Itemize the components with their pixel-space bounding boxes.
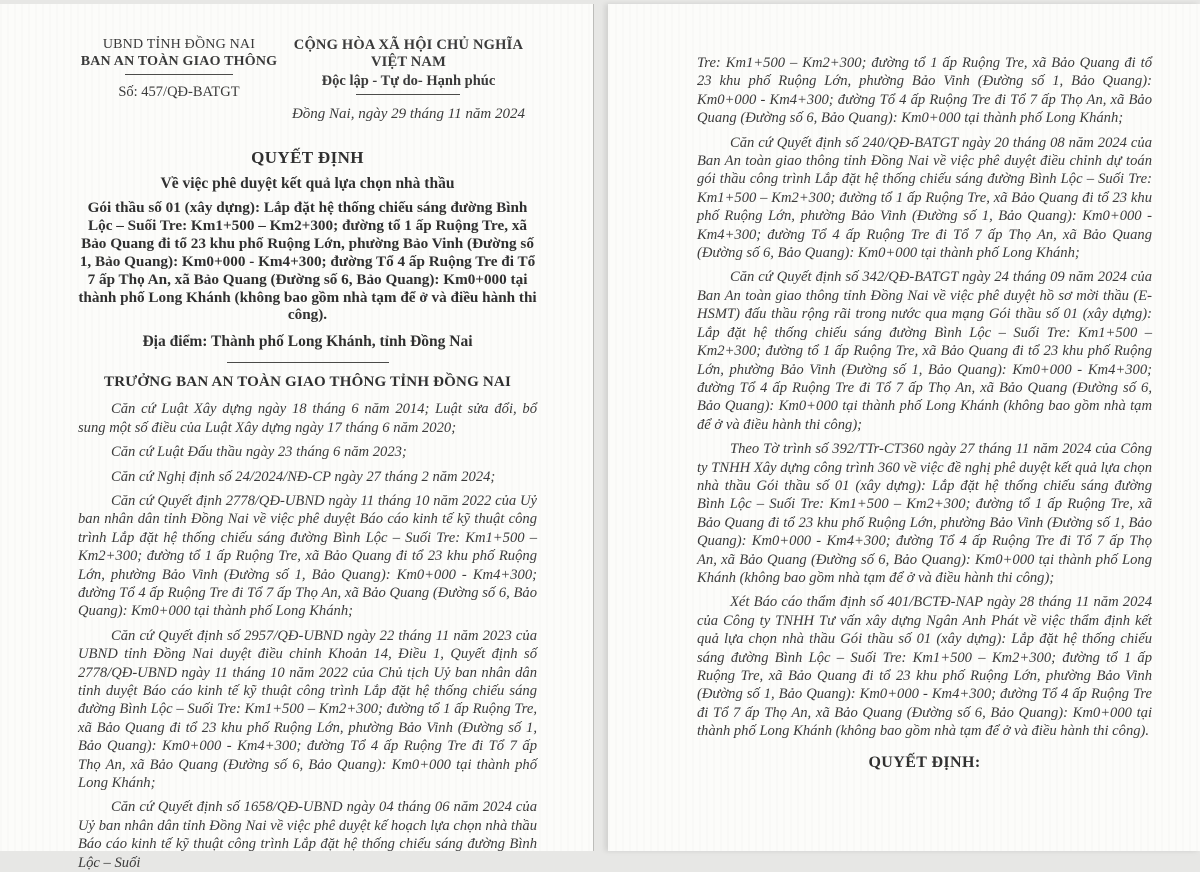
document-number: Số: 457/QĐ-BATGT <box>118 84 240 100</box>
page-2 <box>608 4 1200 851</box>
proposal-paragraph: Theo Tờ trình số 392/TTr-CT360 ngày 27 tháng 11 năm 2024 của Công ty TNHH Xây dựng công trình 360 về việc đề nghị phê duyệt kết quả lựa chọn nhà thầu Gói thầu số 01 (xây dựng): Lắp đặt hệ thống chiếu sáng đường Bình Lộc – Suối Tre: Km1+500 – Km2+300; đường tổ 1 ấp Ruộng Tre, xã Bảo Quang đi tổ 23 khu phố Ruộng Lớn, phường Bảo Vinh (Đường số 1, Bảo Quang): Km0+000 - Km4+300; đường Tổ 4 ấp Ruộng Tre đi Tổ 7 ấp Thọ An, xã Bảo Quang (Đường số 6, Bảo Quang): Km0+000 tại thành phố Long Khánh (không bao gồm nhà tạm để ở và điều hành thi công); <box>697 441 1152 586</box>
legal-basis-paragraph: Căn cứ Quyết định số 1658/QĐ-UBND ngày 04 tháng 06 năm 2024 của Uỷ ban nhân dân tỉnh Đồng Nai về việc phê duyệt kế hoạch lựa chọn nhà thầu Báo cáo kinh tế kỹ thuật công trình Lắp đặt hệ thống chiếu sáng đường Bình Lộc – Suối <box>78 799 537 871</box>
section-divider <box>227 362 389 363</box>
legal-basis-paragraph: Căn cứ Quyết định 2778/QĐ-UBND ngày 11 tháng 10 năm 2022 của Uỷ ban nhân dân tỉnh Đồng Nai về việc phê duyệt Báo cáo kinh tế kỹ thuật công trình Lắp đặt hệ thống chiếu sáng đường Bình Lộc – Suối Tre: Km1+500 – Km2+300; đường tổ 1 ấp Ruộng Tre, xã Bảo Quang đi tổ 23 khu phố Ruộng Lớn, phường Bảo Vinh (Đường số 1, Bảo Quang): Km0+000 - Km4+300; đường Tổ 4 ấp Ruộng Tre đi Tổ 7 ấp Thọ An, xã Bảo Quang (Đường số 6, Bảo Quang): Km0+000 tại thành phố Long Khánh; <box>78 492 537 620</box>
legal-basis-paragraph: Căn cứ Luật Xây dựng ngày 18 tháng 6 năm 2014; Luật sửa đổi, bổ sung một số điều của Luật Xây dựng ngày 17 tháng 6 năm 2020; <box>78 401 537 436</box>
decision-title: QUYẾT ĐỊNH <box>251 148 364 167</box>
authority-heading: TRƯỞNG BAN AN TOÀN GIAO THÔNG TỈNH ĐỒNG NAI <box>104 374 511 391</box>
national-motto: Độc lập - Tự do- Hạnh phúc <box>321 73 496 89</box>
legal-basis-paragraph: Căn cứ Quyết định số 2957/QĐ-UBND ngày 22 tháng 11 năm 2023 của UBND tỉnh Đồng Nai duyệt điều chỉnh Khoản 14, Điều 1, Quyết định số 2778/QĐ-UBND ngày 11 tháng 10 năm 2022 của Chủ tịch Uỷ ban nhân dân tỉnh duyệt Báo cáo kinh tế kỹ thuật công trình Lắp đặt hệ thống chiếu sáng đường Bình Lộc – Suối Tre: Km1+500 – Km2+300; đường tổ 1 ấp Ruộng Tre, xã Bảo Quang đi tổ 23 khu phố Ruộng Lớn, phường Bảo Vinh (Đường số 1, Bảo Quang): Km0+000 - Km4+300; đường Tổ 4 ấp Ruộng Tre đi Tổ 7 ấp Thọ An, xã Bảo Quang (Đường số 6, Bảo Quang): Km0+000 tại thành phố Long Khánh; <box>78 627 537 792</box>
legal-basis-paragraph: Căn cứ Quyết định số 342/QĐ-BATGT ngày 24 tháng 09 năm 2024 của Ban An toàn giao thông tỉnh Đồng Nai về việc phê duyệt hồ sơ mời thầu (E-HSMT) đấu thầu rộng rãi trong nước qua mạng Gói thầu số 01 (xây dựng): Lắp đặt hệ thống chiếu sáng đường Bình Lộc – Suối Tre: Km1+500 – Km2+300; đường tổ 1 ấp Ruộng Tre, xã Bảo Quang đi tổ 23 khu phố Ruộng Lớn, phường Bảo Vinh (Đường số 1, Bảo Quang): Km0+000 - Km4+300; đường Tổ 4 ấp Ruộng Tre đi Tổ 7 ấp Thọ An, xã Bảo Quang (Đường số 6, Bảo Quang): Km0+000 tại thành phố Long Khánh (không bao gồm nhà tạm để ở và điều hành thi công); <box>697 269 1152 433</box>
document-header <box>78 37 537 123</box>
issuing-org-block <box>78 37 280 123</box>
appraisal-paragraph: Xét Báo cáo thẩm định số 401/BCTĐ-NAP ngày 28 tháng 11 năm 2024 của Công ty TNHH Tư vấn xây dựng Ngân Anh Phát về việc thẩm định kết quả lựa chọn nhà thầu Gói thầu số 01 (xây dựng): Lắp đặt hệ thống chiếu sáng đường Bình Lộc – Suối Tre: Km1+500 – Km2+300; đường tổ 1 ấp Ruộng Tre, xã Bảo Quang đi tổ 23 khu phố Ruộng Lớn, phường Bảo Vinh (Đường số 1, Bảo Quang): Km0+000 - Km4+300; đường Tổ 4 ấp Ruộng Tre đi Tổ 7 ấp Thọ An, xã Bảo Quang (Đường số 6, Bảo Quang): Km0+000 tại thành phố Long Khánh (không bao gồm nhà tạm để ở và điều hành thi công). <box>697 594 1152 740</box>
national-motto-block <box>280 37 537 123</box>
legal-basis-paragraph: Căn cứ Quyết định số 240/QĐ-BATGT ngày 20 tháng 08 năm 2024 của Ban An toàn giao thông tỉnh Đồng Nai về việc phê duyệt điều chỉnh dự toán gói thầu công trình Lắp đặt hệ thống chiếu sáng đường Bình Lộc – Suối Tre: Km1+500 – Km2+300; đường tổ 1 ấp Ruộng Tre, xã Bảo Quang đi tổ 23 khu phố Ruộng Lớn, phường Bảo Vinh (Đường số 1, Bảo Quang): Km0+000 - Km4+300; đường Tổ 4 ấp Ruộng Tre đi Tổ 7 ấp Thọ An, xã Bảo Quang (Đường số 6, Bảo Quang): Km0+000 tại thành phố Long Khánh; <box>697 134 1152 262</box>
org-name-line1: UBND TỈNH ĐỒNG NAI <box>102 37 256 52</box>
location-line: Địa điểm: Thành phố Long Khánh, tỉnh Đồng Nai <box>142 333 473 351</box>
org-underline <box>125 74 233 75</box>
page-1 <box>0 4 594 871</box>
package-description: Gói thầu số 01 (xây dựng): Lắp đặt hệ thống chiếu sáng đường Bình Lộc – Suối Tre: Km1+500 – Km2+300; đường tổ 1 ấp Ruộng Tre, xã Bảo Quang đi tổ 23 khu phố Ruộng Lớn, phường Bảo Vinh (Đường số 1, Bảo Quang): Km0+000 - Km4+300; đường Tổ 4 ấp Ruộng Tre đi Tổ 7 ấp Thọ An, xã Bảo Quang (Đường số 6, Bảo Quang): Km0+000 tại thành phố Long Khánh (không bao gồm nhà tạm để ở và điều hành thi công). <box>78 199 537 324</box>
org-name-line2: BAN AN TOÀN GIAO THÔNG <box>80 54 278 69</box>
national-title: CỘNG HÒA XÃ HỘI CHỦ NGHĨA VIỆT NAM <box>293 37 524 70</box>
date-line: Đồng Nai, ngày 29 tháng 11 năm 2024 <box>291 106 525 122</box>
legal-basis-paragraph: Căn cứ Nghị định số 24/2024/NĐ-CP ngày 27 tháng 2 năm 2024; <box>111 468 496 485</box>
decision-subtitle: Về việc phê duyệt kết quả lựa chọn nhà thầu <box>160 175 455 192</box>
legal-basis-paragraph: Căn cứ Luật Đấu thầu ngày 23 tháng 6 năm 2023; <box>111 444 407 461</box>
motto-underline <box>356 94 460 95</box>
decides-heading: QUYẾT ĐỊNH: <box>868 753 981 771</box>
continuation-paragraph: Tre: Km1+500 – Km2+300; đường tổ 1 ấp Ruộng Tre, xã Bảo Quang đi tổ 23 khu phố Ruộng Lớn, phường Bảo Vinh (Đường số 1, Bảo Quang): Km0+000 - Km4+300; đường Tổ 4 ấp Ruộng Tre đi Tổ 7 ấp Thọ An, xã Bảo Quang (Đường số 6, Bảo Quang): Km0+000 tại thành phố Long Khánh; <box>697 55 1152 127</box>
